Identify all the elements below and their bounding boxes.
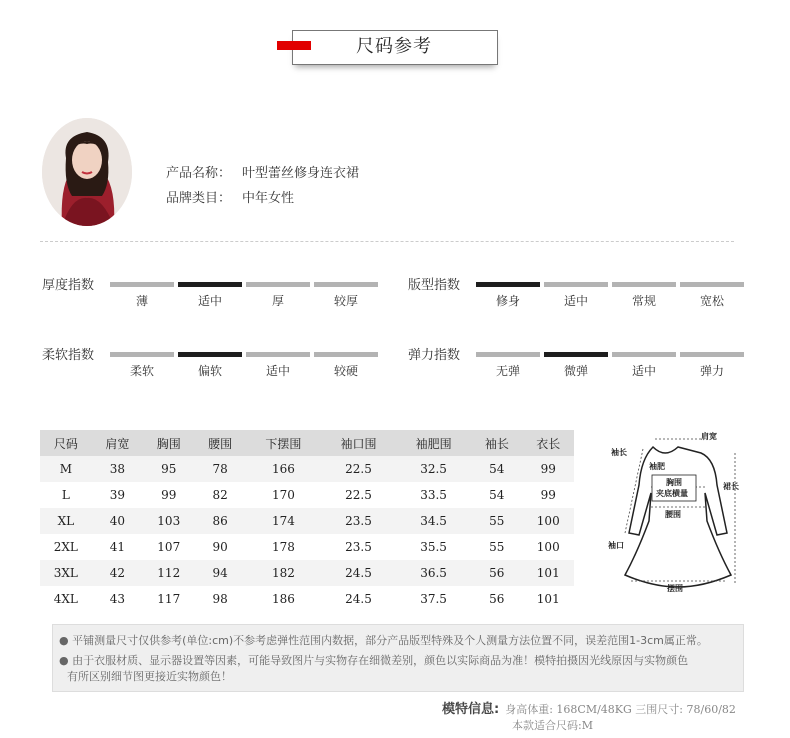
- table-cell: 32.5: [396, 456, 471, 482]
- column-header: 腰围: [194, 430, 245, 456]
- table-cell: 3XL: [40, 560, 92, 586]
- table-row: [40, 482, 574, 508]
- table-cell: L: [40, 482, 92, 508]
- table-cell: 174: [246, 508, 321, 534]
- table-row: [40, 456, 574, 482]
- size-table-header: [40, 430, 574, 456]
- table-cell: 42: [92, 560, 143, 586]
- table-cell: 38: [92, 456, 143, 482]
- index-bar-segment: [612, 282, 676, 287]
- table-cell: 98: [194, 586, 245, 612]
- index-label: 版型指数: [408, 278, 461, 293]
- label-chest: 胸围: [666, 478, 682, 487]
- index-option-label: 宽松: [699, 294, 724, 308]
- table-cell: 170: [246, 482, 321, 508]
- table-cell: 54: [471, 456, 522, 482]
- table-cell: 36.5: [396, 560, 471, 586]
- table-cell: 99: [523, 456, 574, 482]
- index-option-label: 较厚: [333, 294, 358, 308]
- table-cell: 101: [523, 586, 574, 612]
- index-option-label: 弹力: [699, 364, 724, 378]
- table-cell: 186: [246, 586, 321, 612]
- product-category-key: 品牌类目：: [166, 191, 232, 206]
- index-option-label: 偏软: [197, 364, 222, 378]
- index-option-label: 适中: [265, 364, 290, 378]
- index-option-label: 薄: [135, 294, 148, 308]
- table-cell: 99: [523, 482, 574, 508]
- table-cell: 39: [92, 482, 143, 508]
- table-cell: 82: [194, 482, 245, 508]
- index-bar-segment: [178, 352, 242, 357]
- table-cell: 4XL: [40, 586, 92, 612]
- index-label: 厚度指数: [42, 278, 95, 293]
- model-avatar: [42, 118, 132, 226]
- table-cell: 182: [246, 560, 321, 586]
- index-option-label: 厚: [271, 294, 284, 308]
- index-label: 弹力指数: [408, 348, 461, 363]
- label-armpit: 夹底横量: [656, 489, 688, 498]
- table-cell: 101: [523, 560, 574, 586]
- index-bar-segment: [314, 352, 378, 357]
- thickness-index: [42, 272, 382, 312]
- model-portrait-icon: [42, 118, 132, 226]
- model-body-stats: 身高体重: 168CM/48KG 三围尺寸: 78/60/82: [505, 703, 736, 716]
- label-waist: 腰围: [665, 510, 681, 519]
- index-bar-segment: [476, 282, 540, 287]
- table-cell: 100: [523, 534, 574, 560]
- table-cell: 24.5: [321, 586, 396, 612]
- table-cell: 35.5: [396, 534, 471, 560]
- table-cell: 37.5: [396, 586, 471, 612]
- table-cell: 2XL: [40, 534, 92, 560]
- table-cell: XL: [40, 508, 92, 534]
- table-cell: M: [40, 456, 92, 482]
- label-length: 裙长: [723, 482, 739, 491]
- index-option-label: 柔软: [129, 364, 154, 378]
- note-3: 有所区别细节图更接近实物颜色！: [67, 670, 232, 683]
- table-cell: 55: [471, 508, 522, 534]
- product-name-key: 产品名称：: [166, 166, 232, 181]
- index-option-label: 适中: [631, 364, 656, 378]
- index-bar-segment: [110, 282, 174, 287]
- table-row: [40, 560, 574, 586]
- table-cell: 55: [471, 534, 522, 560]
- model-info: [442, 698, 736, 733]
- table-cell: 117: [143, 586, 194, 612]
- divider: [40, 241, 734, 242]
- table-cell: 33.5: [396, 482, 471, 508]
- column-header: 肩宽: [92, 430, 143, 456]
- index-bar-segment: [476, 352, 540, 357]
- index-bar-segment: [246, 282, 310, 287]
- table-cell: 34.5: [396, 508, 471, 534]
- softness-index: [42, 342, 382, 382]
- table-cell: 90: [194, 534, 245, 560]
- garment-measure-diagram: [603, 425, 753, 600]
- table-cell: 23.5: [321, 534, 396, 560]
- column-header: 尺码: [40, 430, 92, 456]
- table-cell: 22.5: [321, 482, 396, 508]
- table-cell: 78: [194, 456, 245, 482]
- index-bar-segment: [612, 352, 676, 357]
- table-cell: 22.5: [321, 456, 396, 482]
- product-category-value: 中年女性: [242, 191, 295, 206]
- index-option-label: 无弹: [495, 364, 520, 378]
- table-row: [40, 586, 574, 612]
- index-option-label: 适中: [197, 294, 222, 308]
- table-cell: 24.5: [321, 560, 396, 586]
- product-category-row: [166, 187, 294, 206]
- table-cell: 99: [143, 482, 194, 508]
- product-name-value: 叶型蕾丝修身连衣裙: [242, 166, 360, 181]
- label-sleeve-width: 袖肥: [649, 462, 665, 471]
- model-info-label: 模特信息:: [442, 702, 500, 717]
- table-cell: 178: [246, 534, 321, 560]
- column-header: 下摆围: [246, 430, 321, 456]
- note-1: ● 平铺测量尺寸仅供参考(单位:cm)不参考虑弹性范围内数据，部分产品版型特殊及个人测量方法位置不同，误差范围1-3cm属正常。: [59, 634, 708, 647]
- table-row: [40, 534, 574, 560]
- label-shoulder: 肩宽: [701, 432, 717, 441]
- table-row: [40, 508, 574, 534]
- column-header: 袖长: [471, 430, 522, 456]
- table-cell: 107: [143, 534, 194, 560]
- table-cell: 112: [143, 560, 194, 586]
- note-2: ● 由于衣服材质、显示器设置等因素，可能导致图片与实物存在细微差别，颜色以实际商品为准！模特拍摄因光线原因与实物颜色: [59, 654, 689, 667]
- index-bar-segment: [544, 282, 608, 287]
- elasticity-index: [408, 342, 748, 382]
- index-option-label: 较硬: [333, 364, 358, 378]
- table-cell: 103: [143, 508, 194, 534]
- table-cell: 100: [523, 508, 574, 534]
- table-cell: 23.5: [321, 508, 396, 534]
- size-table: [40, 430, 574, 612]
- index-bar-segment: [314, 282, 378, 287]
- index-bar-segment: [178, 282, 242, 287]
- label-cuff: 袖口: [608, 541, 624, 550]
- index-option-label: 常规: [631, 294, 656, 308]
- index-bar-segment: [680, 352, 744, 357]
- table-cell: 41: [92, 534, 143, 560]
- label-hem: 摆围: [667, 584, 683, 593]
- column-header: 袖口围: [321, 430, 396, 456]
- table-cell: 43: [92, 586, 143, 612]
- table-cell: 94: [194, 560, 245, 586]
- page-title: 尺码参考: [356, 36, 432, 57]
- table-cell: 40: [92, 508, 143, 534]
- column-header: 袖肥围: [396, 430, 471, 456]
- column-header: 衣长: [523, 430, 574, 456]
- table-cell: 54: [471, 482, 522, 508]
- size-table-body: [40, 456, 574, 612]
- table-cell: 56: [471, 586, 522, 612]
- table-cell: 166: [246, 456, 321, 482]
- index-bar-segment: [110, 352, 174, 357]
- index-bar-segment: [544, 352, 608, 357]
- column-header: 胸围: [143, 430, 194, 456]
- table-cell: 95: [143, 456, 194, 482]
- index-option-label: 修身: [495, 294, 520, 308]
- index-label: 柔软指数: [42, 348, 95, 363]
- product-name-row: [166, 162, 359, 181]
- label-sleeve-length: 袖长: [611, 448, 627, 457]
- index-option-label: 适中: [563, 294, 588, 308]
- fit-index: [408, 272, 748, 312]
- table-cell: 56: [471, 560, 522, 586]
- index-bar-segment: [246, 352, 310, 357]
- table-cell: 86: [194, 508, 245, 534]
- index-bar-segment: [680, 282, 744, 287]
- model-size: 本款适合尺码:M: [512, 719, 593, 732]
- index-option-label: 微弹: [563, 364, 588, 378]
- notes-box: [52, 624, 744, 692]
